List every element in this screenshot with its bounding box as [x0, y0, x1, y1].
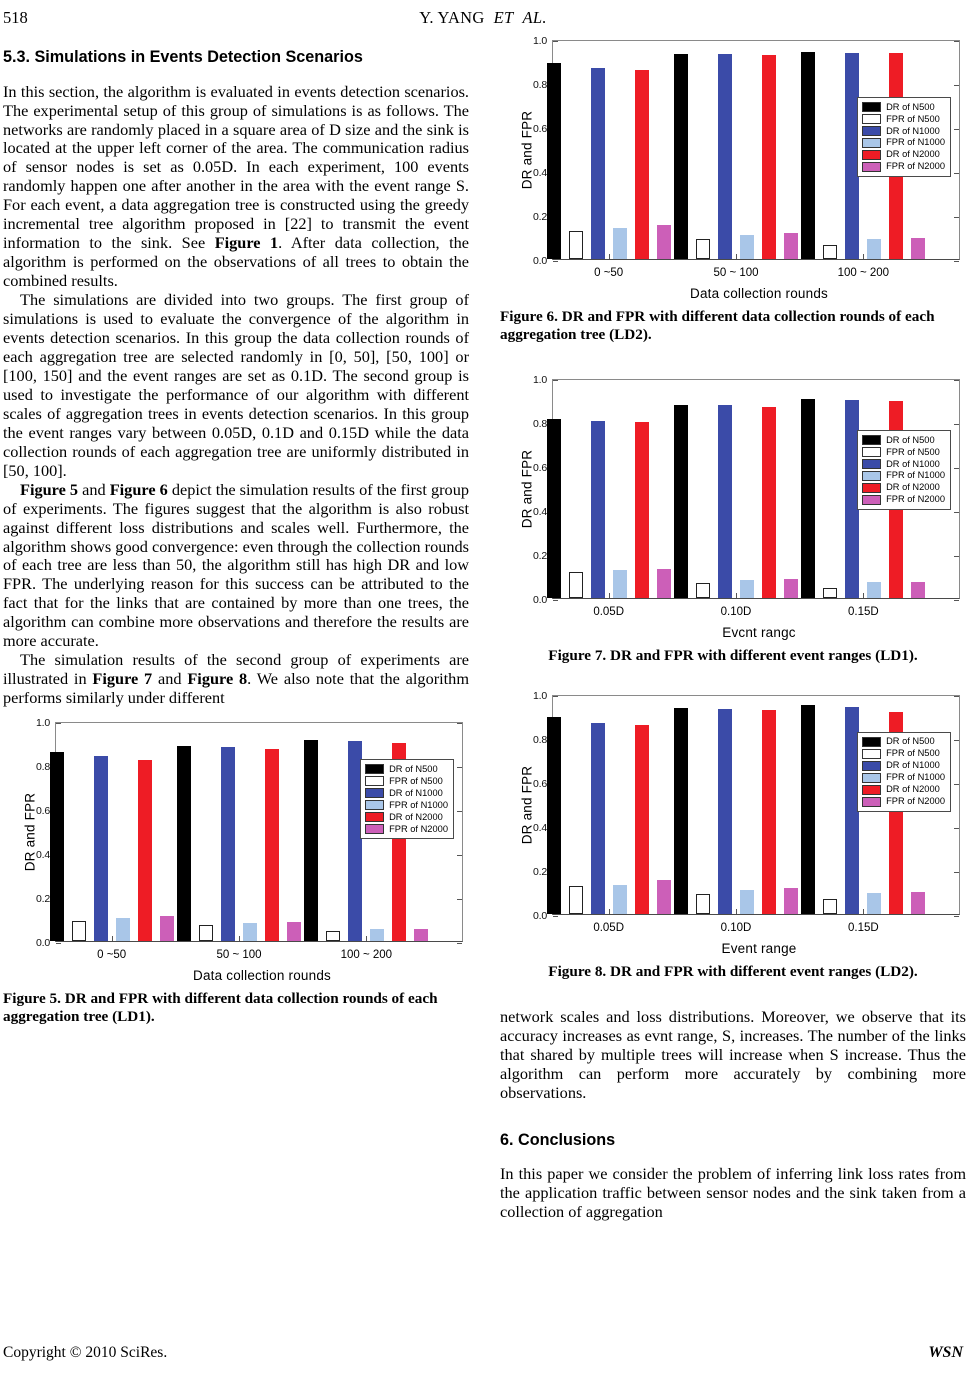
- bar-fpr-of-n1000-0: [613, 885, 627, 914]
- x-axis-label: Data collection rounds: [690, 286, 828, 301]
- legend-swatch: [862, 435, 881, 445]
- legend-label: DR of N2000: [886, 482, 940, 493]
- plot-area: [519, 374, 960, 618]
- legend-swatch: [862, 138, 881, 148]
- text-run: In this section, the algorithm is evaluated in events detection scenarios. The experimental setup of this group of simulations is as follows. The networks are randomly placed in a square area of D size and the sink is located at the upper left corner of the area. The communication radius of sensor nodes is set as 0.05D. In each experiment, 100 events randomly happen one after another in the area with the event range S. For each event, a data aggregation tree is constructed using the greedy incremental tree algorithm proposed in [22] to transmit the event information to the sink. See: [3, 81, 469, 253]
- bar-fpr-of-n1000-0: [116, 918, 130, 942]
- y-axis-tick-mark: [553, 600, 558, 601]
- legend-label: DR of N1000: [886, 125, 940, 136]
- figure-reference: Figure 1: [214, 233, 279, 253]
- figure7-chart: [500, 374, 966, 640]
- plot-area: [519, 35, 960, 279]
- legend-item: [365, 787, 448, 799]
- running-head: [0, 8, 966, 30]
- bar-fpr-of-n500-1: [199, 925, 213, 941]
- paragraph-r1: [500, 1008, 966, 1103]
- legend-item: [862, 494, 945, 506]
- legend-item: [862, 784, 945, 796]
- paragraph-p1: [3, 83, 469, 291]
- legend-swatch: [862, 447, 881, 457]
- y-axis-tick-label: 0.4: [533, 167, 547, 179]
- legend-swatch: [862, 749, 881, 759]
- y-axis-tick-label: 1.0: [533, 689, 547, 702]
- y-axis-tick-mark: [553, 916, 558, 917]
- bar-dr-of-n2000-1: [762, 55, 776, 259]
- y-axis-tick-mark: [954, 784, 959, 785]
- legend-item: [365, 811, 448, 823]
- legend-label: FPR of N500: [389, 775, 443, 786]
- text-run: depict the simulation results of the first group of experiments. The figures suggest that the algorithm is also robust against different loss distributions and scales well. Furthermore, the algorithm shows good convergence: even through the collection rounds of each tree are less than 50, the algorithm still has high DR and low FPR. The underlying reason for this success can be attributed to the fact that for the links that are contained by more than one trees, the algorithm can combine more observations and therefore the results are more accurate.: [3, 479, 469, 651]
- y-axis-tick-mark: [954, 916, 959, 917]
- running-head-et: ET: [493, 8, 514, 27]
- bar-fpr-of-n2000-2: [911, 238, 925, 259]
- x-axis-tick-mark: [609, 254, 610, 259]
- legend-item: [862, 125, 945, 137]
- x-axis-tick-mark: [863, 254, 864, 259]
- legend-swatch: [862, 471, 881, 481]
- bar-dr-of-n500-0: [547, 717, 561, 913]
- bar-fpr-of-n1000-2: [370, 929, 384, 941]
- y-axis-tick-mark: [954, 129, 959, 130]
- legend-label: FPR of N2000: [389, 823, 448, 834]
- bar-fpr-of-n1000-2: [867, 582, 881, 598]
- legend-label: FPR of N1000: [886, 137, 945, 148]
- y-axis-label: [519, 696, 535, 914]
- figure-reference: Figure 5: [20, 479, 79, 499]
- legend-swatch: [862, 495, 881, 505]
- x-axis-tick-label: 50 ~ 100: [713, 267, 759, 279]
- bar-fpr-of-n1000-1: [243, 923, 257, 941]
- x-axis-tick-label: 0 ~50: [97, 949, 127, 962]
- y-axis-tick-mark: [954, 696, 959, 697]
- x-axis-tick-label: 0 ~50: [594, 267, 624, 279]
- legend-label: FPR of N500: [886, 748, 940, 759]
- x-axis-tick-label: 50 ~ 100: [216, 949, 262, 962]
- bar-fpr-of-n2000-0: [657, 569, 671, 598]
- bar-dr-of-n1000-1: [718, 54, 732, 259]
- text-run: and: [78, 479, 110, 499]
- legend-item: [862, 736, 945, 748]
- y-axis-tick-mark: [553, 41, 558, 42]
- x-axis-tick-mark: [366, 936, 367, 941]
- bar-fpr-of-n1000-2: [867, 893, 881, 913]
- y-axis-tick-mark: [954, 380, 959, 381]
- text-run: . After data collection, the algorithm is performed on the observations of all trees to obtain the combined results.: [3, 233, 469, 291]
- bar-dr-of-n2000-1: [762, 710, 776, 914]
- legend-swatch: [862, 785, 881, 795]
- figure-reference: Figure 6: [109, 479, 168, 499]
- y-axis-tick-label: 0.2: [533, 211, 547, 223]
- y-axis-label: [519, 41, 535, 259]
- figure8-chart: [500, 689, 966, 956]
- legend-label: DR of N500: [389, 763, 438, 774]
- bar-fpr-of-n2000-2: [911, 582, 925, 599]
- bar-fpr-of-n500-0: [72, 921, 86, 941]
- legend-swatch: [365, 824, 384, 834]
- y-axis-tick-mark: [457, 723, 462, 724]
- legend-item: [862, 482, 945, 494]
- bar-dr-of-n1000-0: [591, 68, 605, 259]
- legend-label: DR of N500: [886, 434, 935, 445]
- legend-item: [862, 161, 945, 173]
- bar-fpr-of-n500-1: [696, 239, 710, 259]
- x-axis-tick-mark: [863, 593, 864, 598]
- bar-dr-of-n500-1: [674, 708, 688, 913]
- y-axis-label: [22, 723, 38, 941]
- legend-item: [365, 799, 448, 811]
- x-axis-tick-mark: [736, 593, 737, 598]
- chart-legend: [857, 732, 951, 812]
- bar-dr-of-n500-2: [801, 52, 815, 259]
- bar-fpr-of-n2000-2: [911, 892, 925, 914]
- bar-fpr-of-n500-0: [569, 231, 583, 259]
- y-axis-tick-label: 0.8: [533, 79, 547, 91]
- legend-swatch: [862, 797, 881, 807]
- y-axis-tick-mark: [457, 767, 462, 768]
- bar-fpr-of-n500-2: [823, 245, 837, 259]
- bar-fpr-of-n1000-1: [740, 235, 754, 259]
- legend-label: DR of N1000: [886, 458, 940, 469]
- y-axis-tick-label: 0.0: [533, 594, 547, 606]
- legend-swatch: [365, 764, 384, 774]
- legend-label: DR of N500: [886, 736, 935, 747]
- x-axis-tick-label: 0.05D: [593, 921, 624, 934]
- figure6-chart: [500, 35, 966, 301]
- y-axis-tick-mark: [56, 723, 61, 724]
- legend-swatch: [365, 800, 384, 810]
- y-axis-tick-mark: [457, 899, 462, 900]
- y-axis-tick-mark: [954, 512, 959, 513]
- bar-fpr-of-n1000-2: [867, 239, 881, 259]
- figure-5: [3, 717, 469, 984]
- x-axis-tick-mark: [609, 593, 610, 598]
- bar-fpr-of-n500-2: [823, 899, 837, 913]
- bar-dr-of-n2000-0: [635, 725, 649, 913]
- bar-fpr-of-n2000-0: [657, 225, 671, 259]
- y-axis-tick-label: 0.2: [533, 550, 547, 562]
- y-axis-tick-mark: [553, 696, 558, 697]
- legend-swatch: [365, 788, 384, 798]
- legend-item: [365, 763, 448, 775]
- y-axis-tick-mark: [954, 600, 959, 601]
- right-column: [500, 35, 966, 1222]
- y-axis-tick-mark: [553, 380, 558, 381]
- plot-area: [519, 689, 960, 934]
- y-axis-tick-label: 0.4: [533, 506, 547, 518]
- bar-dr-of-n2000-0: [635, 70, 649, 259]
- bar-dr-of-n1000-0: [591, 421, 605, 598]
- figure-7-caption: Figure 7. DR and FPR with different event ranges (LD1).: [548, 647, 918, 664]
- x-axis-label: Data collection rounds: [193, 968, 331, 984]
- section-heading-6: 6. Conclusions: [500, 1130, 616, 1149]
- x-axis-tick-label: 0.10D: [720, 921, 752, 934]
- bar-dr-of-n1000-1: [718, 405, 732, 598]
- plot-area: [22, 717, 463, 962]
- section-heading-5-3: 5.3. Simulations in Events Detection Scenarios: [3, 48, 363, 66]
- bar-fpr-of-n1000-0: [613, 228, 627, 259]
- y-axis-tick-label: 0.6: [533, 123, 547, 135]
- text-run: The simulations are divided into two groups. The first group of simulations is used to evaluate the convergence of the algorithm in events detection scenarios. In this group the data collection rounds of each aggregation tree are selected randomly in [0, 50], [50, 100] or [100, 150] and the event ranges are set as 0.1D. The second group is used to investigate the performance of our algorithm with different scales of aggregation trees in events detection scenarios. In this group the event ranges vary between 0.05D, 0.1D and 0.15D while the data collection rounds of each aggregation tree are uniformly distributed in [50, 100].: [3, 290, 469, 480]
- figure-8: [500, 689, 966, 956]
- y-axis-tick-mark: [553, 261, 558, 262]
- x-axis-tick-mark: [863, 909, 864, 914]
- left-column: [3, 40, 469, 1025]
- y-axis-tick-mark: [954, 828, 959, 829]
- legend-item: [862, 458, 945, 470]
- bar-dr-of-n500-1: [674, 405, 688, 598]
- x-axis-tick-label: 100 ~ 200: [340, 949, 393, 962]
- y-axis-tick-mark: [457, 855, 462, 856]
- paragraph-c1: [500, 1165, 966, 1222]
- y-axis-tick-label: 0.8: [36, 761, 50, 774]
- x-axis-tick-mark: [736, 909, 737, 914]
- legend-swatch: [365, 776, 384, 786]
- legend-label: FPR of N2000: [886, 795, 945, 806]
- left-column-body: [3, 83, 469, 708]
- legend-swatch: [862, 162, 881, 172]
- legend-swatch: [365, 812, 384, 822]
- x-axis-tick-mark: [239, 936, 240, 941]
- y-axis-label-text: DR and FPR: [519, 765, 535, 844]
- copyright-text: Copyright © 2010 SciRes.: [3, 1344, 168, 1361]
- paragraph-p4: [3, 651, 469, 708]
- y-axis-tick-label: 0.8: [533, 418, 547, 430]
- figure-8-caption: Figure 8. DR and FPR with different event ranges (LD2).: [548, 962, 918, 980]
- y-axis-tick-label: 1.0: [36, 717, 50, 730]
- y-axis-label-text: DR and FPR: [22, 792, 38, 872]
- bar-fpr-of-n500-2: [326, 931, 340, 942]
- bar-dr-of-n500-1: [177, 746, 191, 941]
- text-run: . We also note that the algorithm performs similarly under different: [3, 669, 469, 708]
- bar-dr-of-n1000-1: [718, 709, 732, 913]
- bar-dr-of-n500-2: [304, 740, 318, 941]
- journal-abbrev: WSN: [928, 1344, 963, 1361]
- y-axis-tick-label: 0.4: [533, 821, 547, 834]
- legend-swatch: [862, 114, 881, 124]
- bar-fpr-of-n2000-1: [784, 579, 798, 598]
- text-run: In this paper we consider the problem of inferring link loss rates from the application traffic between sensor nodes and the sink taken from a collection of aggregation: [500, 1164, 966, 1222]
- y-axis-tick-mark: [954, 424, 959, 425]
- bar-fpr-of-n2000-1: [784, 888, 798, 914]
- legend-label: DR of N2000: [886, 783, 940, 794]
- legend-label: FPR of N1000: [389, 799, 448, 810]
- chart-legend: [360, 759, 454, 839]
- legend-label: FPR of N1000: [886, 470, 945, 481]
- y-axis-tick-mark: [457, 811, 462, 812]
- y-axis-tick-label: 0.0: [533, 255, 547, 267]
- x-axis-label: Evcnt rangc: [722, 625, 796, 640]
- text-run: and: [152, 669, 188, 689]
- y-axis-tick-label: 1.0: [533, 374, 547, 386]
- y-axis-tick-mark: [954, 468, 959, 469]
- y-axis-tick-mark: [954, 173, 959, 174]
- bar-fpr-of-n1000-0: [613, 570, 627, 598]
- y-axis-label: [519, 380, 535, 598]
- bar-dr-of-n1000-0: [591, 723, 605, 914]
- paragraph-p3: [3, 481, 469, 652]
- x-axis-tick-label: 100 ~ 200: [837, 267, 890, 279]
- bar-fpr-of-n2000-1: [784, 233, 798, 259]
- bar-fpr-of-n500-1: [696, 583, 710, 598]
- bar-dr-of-n500-0: [547, 419, 561, 598]
- legend-label: FPR of N1000: [886, 771, 945, 782]
- y-axis-tick-mark: [954, 261, 959, 262]
- running-head-al: AL.: [522, 8, 547, 27]
- figure-6: [500, 35, 966, 301]
- x-axis-label: Event range: [721, 940, 797, 956]
- x-axis-tick-mark: [609, 909, 610, 914]
- bar-dr-of-n2000-1: [762, 407, 776, 598]
- y-axis-tick-mark: [954, 41, 959, 42]
- figure-7: [500, 374, 966, 640]
- bar-fpr-of-n1000-1: [740, 890, 754, 913]
- page-footer: [0, 1344, 966, 1364]
- legend-swatch: [862, 773, 881, 783]
- legend-label: FPR of N500: [886, 446, 940, 457]
- y-axis-tick-label: 0.0: [533, 909, 547, 922]
- legend-swatch: [862, 150, 881, 160]
- y-axis-tick-mark: [954, 85, 959, 86]
- legend-swatch: [862, 761, 881, 771]
- legend-item: [862, 101, 945, 113]
- bar-fpr-of-n2000-0: [160, 916, 174, 942]
- bar-dr-of-n500-0: [547, 63, 561, 259]
- y-axis-tick-label: 0.8: [533, 733, 547, 746]
- y-axis-label-text: DR and FPR: [519, 110, 535, 190]
- running-head-authors: Y. YANG: [419, 8, 485, 27]
- legend-item: [862, 137, 945, 149]
- x-axis-tick-mark: [736, 254, 737, 259]
- text-run: The simulation results of the second group of experiments are illustrated in: [3, 650, 469, 689]
- legend-label: DR of N1000: [886, 760, 940, 770]
- y-axis-tick-label: 0.0: [36, 937, 50, 950]
- legend-swatch: [862, 459, 881, 469]
- y-axis-tick-label: 0.2: [36, 893, 50, 906]
- y-axis-tick-mark: [954, 217, 959, 218]
- legend-item: [365, 775, 448, 787]
- paragraph-p2: [3, 291, 469, 481]
- legend-label: DR of N2000: [389, 811, 443, 822]
- bar-dr-of-n500-0: [50, 752, 64, 941]
- x-axis-tick-label: 0.15D: [847, 921, 879, 934]
- figure-5-caption: Figure 5. DR and FPR with different data collection rounds of each aggregation tree (LD1).: [3, 990, 438, 1025]
- legend-item: [862, 470, 945, 482]
- legend-item: [365, 823, 448, 835]
- legend-label: FPR of N2000: [886, 494, 945, 505]
- figure-6-caption: Figure 6. DR and FPR with different data collection rounds of each aggregation tree (LD2).: [500, 308, 935, 343]
- y-axis-tick-mark: [954, 556, 959, 557]
- legend-item: [862, 796, 945, 808]
- y-axis-tick-label: 0.6: [533, 462, 547, 474]
- bar-fpr-of-n2000-2: [414, 929, 428, 941]
- bar-fpr-of-n2000-0: [657, 880, 671, 913]
- y-axis-tick-label: 0.6: [36, 805, 50, 818]
- legend-item: [862, 446, 945, 458]
- bar-fpr-of-n500-2: [823, 588, 837, 598]
- x-axis-tick-label: 0.10D: [720, 606, 752, 618]
- y-axis-tick-label: 0.6: [533, 777, 547, 790]
- y-axis-tick-mark: [457, 943, 462, 944]
- bar-dr-of-n500-2: [801, 399, 815, 598]
- x-axis-tick-label: 0.15D: [847, 606, 879, 618]
- legend-label: DR of N500: [886, 101, 935, 112]
- legend-label: DR of N1000: [389, 787, 443, 798]
- legend-swatch: [862, 483, 881, 493]
- y-axis-tick-label: 0.4: [36, 849, 50, 862]
- bar-dr-of-n2000-0: [635, 422, 649, 598]
- bar-dr-of-n500-2: [801, 705, 815, 913]
- legend-swatch: [862, 737, 881, 747]
- x-axis-tick-label: 0.05D: [593, 606, 624, 618]
- y-axis-tick-mark: [56, 943, 61, 944]
- running-head-title: [0, 8, 966, 28]
- bar-dr-of-n2000-0: [138, 760, 152, 941]
- figure5-chart: [3, 717, 469, 984]
- legend-item: [862, 113, 945, 125]
- bar-fpr-of-n500-0: [569, 886, 583, 913]
- legend-label: FPR of N500: [886, 113, 940, 124]
- y-axis-tick-label: 1.0: [533, 35, 547, 47]
- legend-item: [862, 748, 945, 760]
- y-axis-tick-mark: [954, 872, 959, 873]
- bar-fpr-of-n500-1: [696, 894, 710, 914]
- legend-label: DR of N2000: [886, 149, 940, 160]
- legend-item: [862, 760, 945, 772]
- legend-label: FPR of N2000: [886, 161, 945, 172]
- x-axis-tick-mark: [112, 936, 113, 941]
- conclusions-body: [500, 1165, 966, 1222]
- legend-swatch: [862, 102, 881, 112]
- chart-legend: [857, 430, 951, 510]
- bar-dr-of-n2000-1: [265, 749, 279, 941]
- bar-dr-of-n500-1: [674, 54, 688, 259]
- legend-swatch: [862, 126, 881, 136]
- bar-dr-of-n1000-1: [221, 747, 235, 941]
- page-number: 518: [3, 8, 28, 27]
- bar-fpr-of-n1000-1: [740, 580, 754, 598]
- legend-item: [862, 434, 945, 446]
- chart-legend: [857, 97, 951, 177]
- text-run: network scales and loss distributions. Moreover, we observe that its accuracy increases as evnt range, S, increases. The number of the links that shared by multiple trees will increase when S increase. Thus the algorithm can perform more accurately by combining more observations.: [500, 1007, 966, 1102]
- y-axis-tick-mark: [954, 740, 959, 741]
- bar-fpr-of-n500-0: [569, 572, 583, 598]
- bar-dr-of-n1000-0: [94, 756, 108, 941]
- y-axis-label-text: DR and FPR: [519, 449, 535, 529]
- legend-item: [862, 772, 945, 784]
- right-column-body: [500, 1008, 966, 1103]
- figure-reference: Figure 7: [92, 669, 153, 689]
- legend-item: [862, 149, 945, 161]
- y-axis-tick-label: 0.2: [533, 865, 547, 878]
- bar-fpr-of-n2000-1: [287, 922, 301, 941]
- figure-reference: Figure 8: [187, 669, 248, 689]
